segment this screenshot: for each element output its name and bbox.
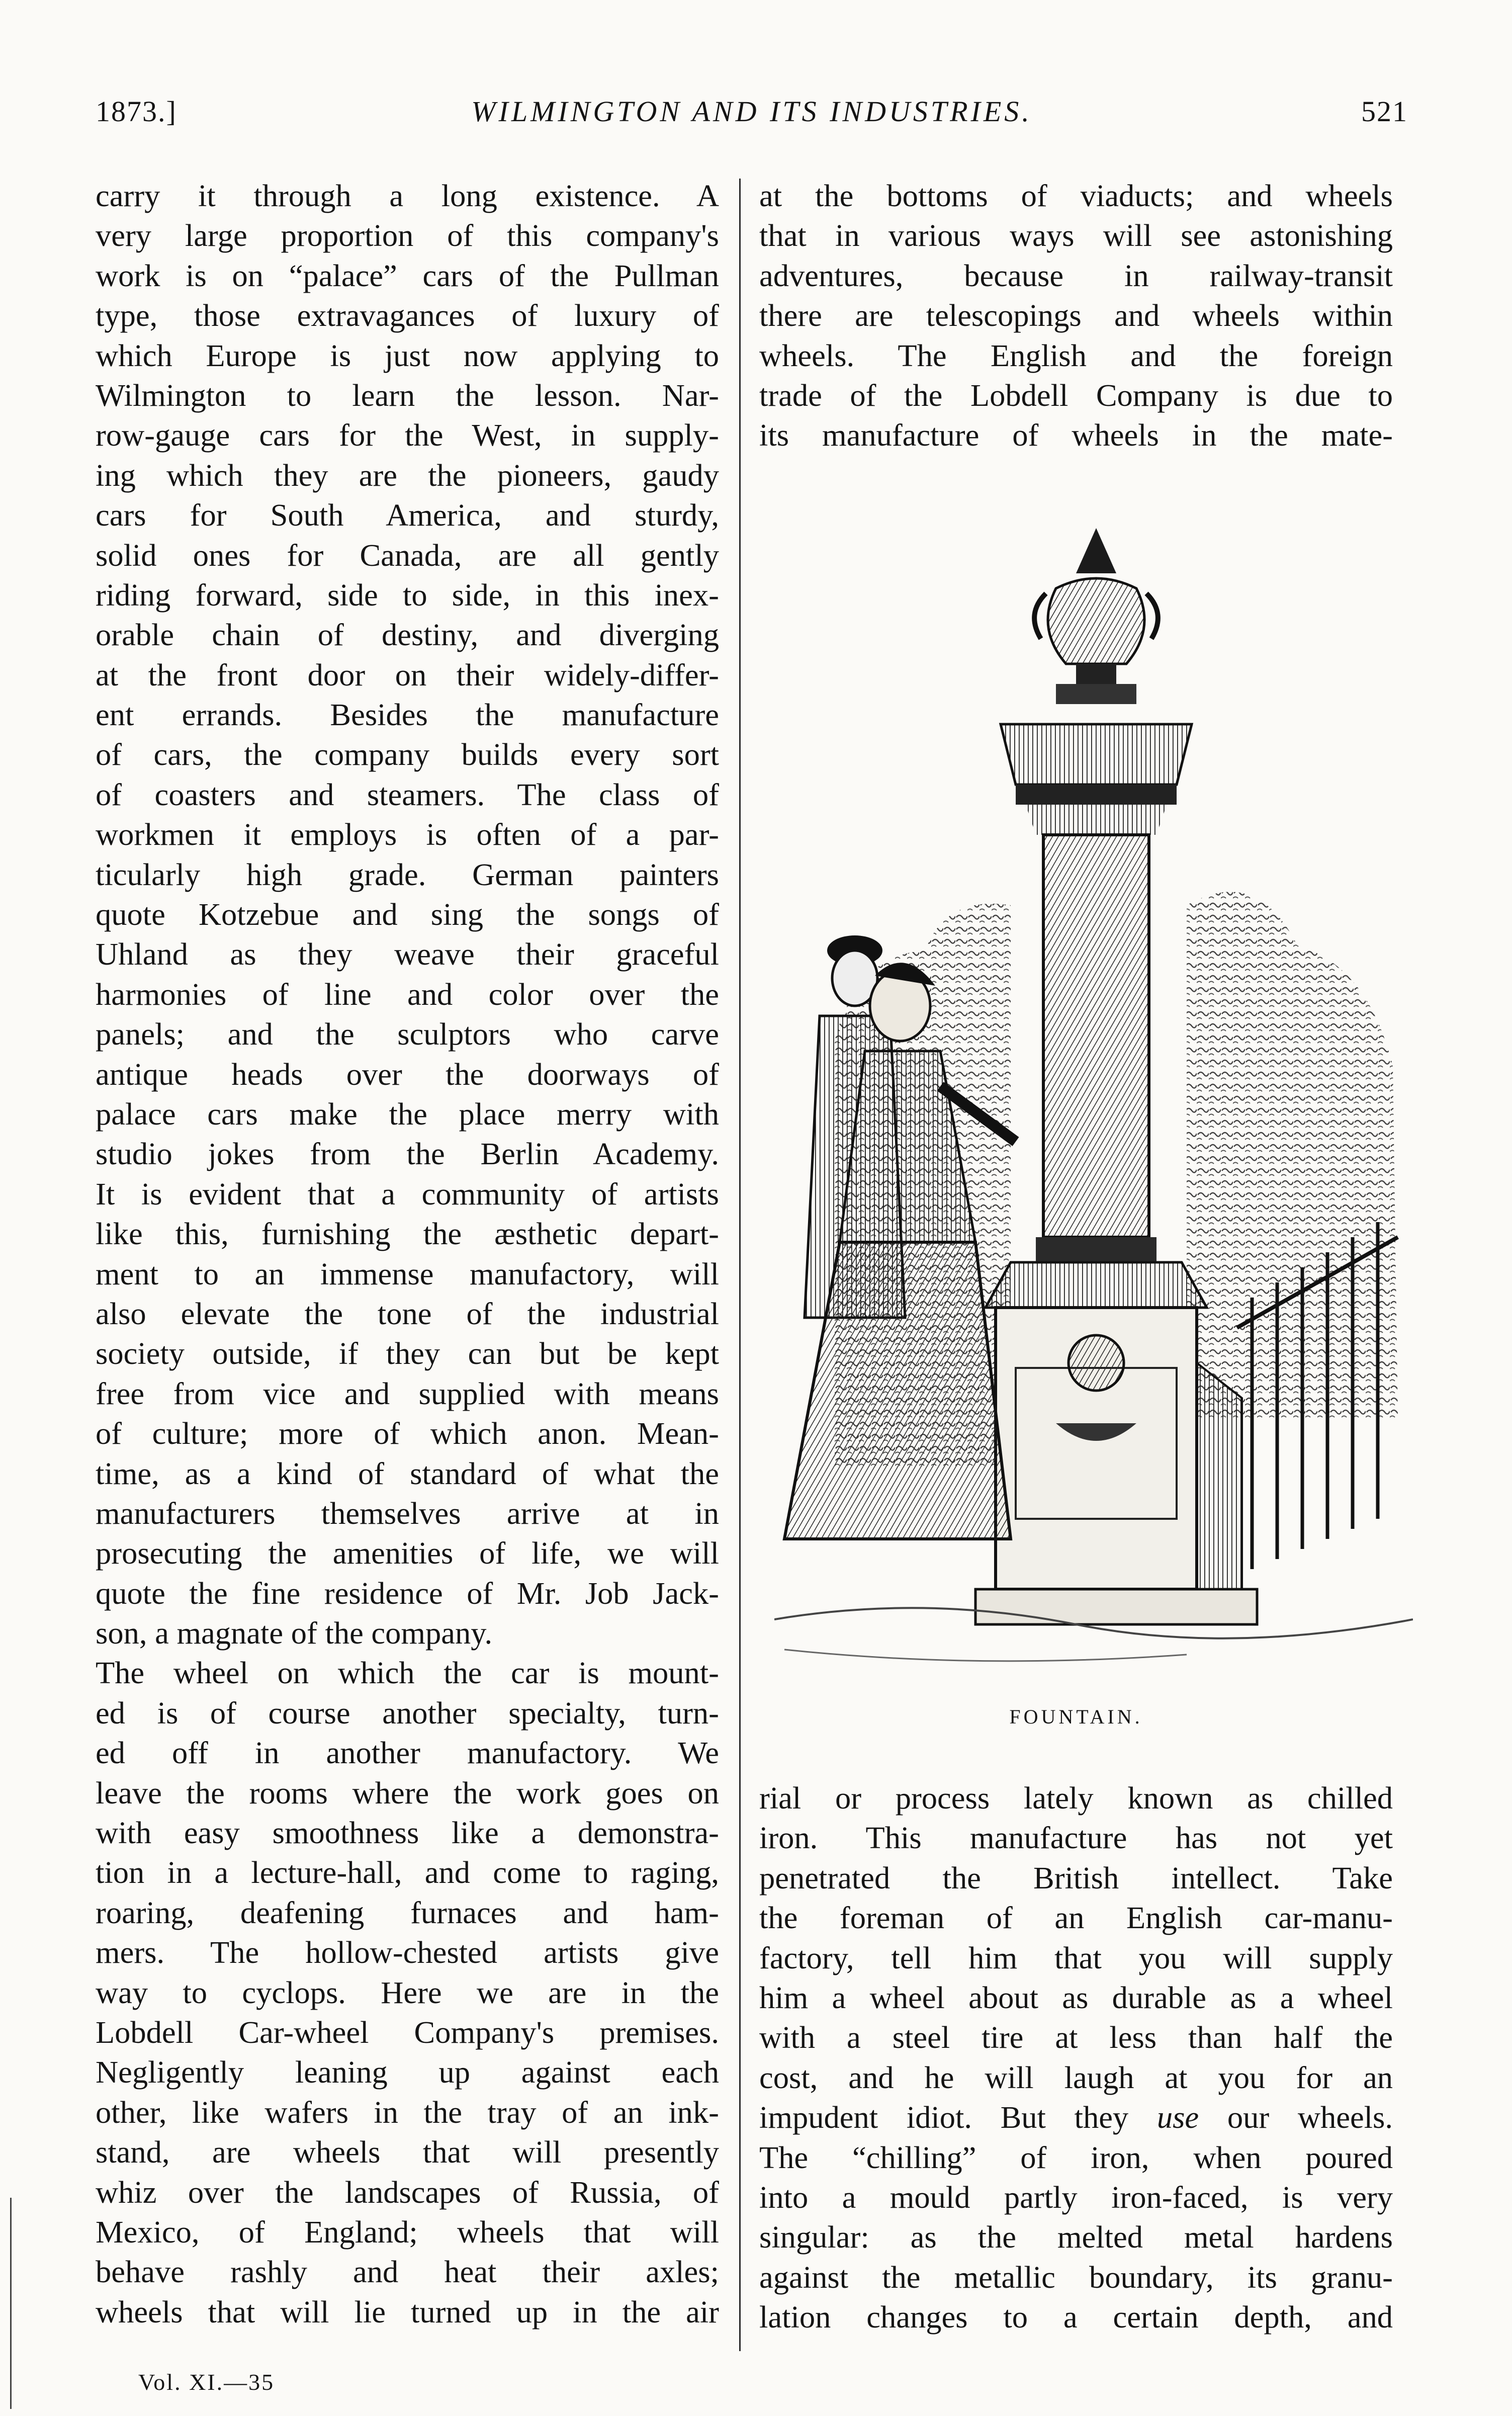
header-year: 1873.] <box>96 95 177 128</box>
text-line: like this, furnishing the æsthetic depart- <box>96 1216 719 1252</box>
text-line: harmonies of line and color over the <box>96 976 719 1012</box>
text-line: behave rashly and heat their axles; <box>96 2254 719 2290</box>
text-line: The “chilling” of iron, when poured <box>759 2139 1393 2175</box>
text-line: at the bottoms of viaducts; and wheels <box>759 178 1393 213</box>
text-line: ment to an immense manufactory, will <box>96 1256 719 1291</box>
text-line: wheels that will lie turned up in the air <box>96 2294 719 2329</box>
text-line: other, like wafers in the tray of an ink- <box>96 2094 719 2130</box>
text-line <box>759 2098 1393 2137</box>
text-line: work is on “palace” cars of the Pullman <box>96 257 719 293</box>
text-line: its manufacture of wheels in the mate- <box>759 417 1393 453</box>
text-line: Lobdell Car-wheel Company's premises. <box>96 2014 719 2050</box>
text-line: Negligently leaning up against each <box>96 2054 719 2090</box>
text-line: workmen it employs is often of a par- <box>96 817 719 852</box>
text-line: mers. The hollow-chested artists give <box>96 1935 719 1970</box>
text-line: lation changes to a certain depth, and <box>759 2299 1393 2335</box>
text-line: rial or process lately known as chilled <box>759 1780 1393 1816</box>
text-line: palace cars make the place merry with <box>96 1096 719 1132</box>
text-line: tion in a lecture-hall, and come to raging, <box>96 1855 719 1890</box>
text-line: singular: as the melted metal hardens <box>759 2219 1393 2255</box>
text-line: that in various ways will see astonishing <box>759 218 1393 253</box>
text-line: Mexico, of England; wheels that will <box>96 2214 719 2250</box>
text-line: It is evident that a community of artists <box>96 1176 719 1212</box>
text-line: prosecuting the amenities of life, we will <box>96 1535 719 1571</box>
text-line: him a wheel about as durable as a wheel <box>759 1979 1393 2015</box>
text-line: Wilmington to learn the lesson. Nar- <box>96 377 719 413</box>
column-divider <box>739 179 741 2351</box>
text-line: riding forward, side to side, in this inex- <box>96 577 719 613</box>
text-line: iron. This manufacture has not yet <box>759 1820 1393 1856</box>
text-line: there are telescopings and wheels within <box>759 298 1393 333</box>
text-line: with easy smoothness like a demonstra- <box>96 1815 719 1851</box>
text-line: ed off in another manufactory. We <box>96 1735 719 1771</box>
text-line: quote the fine residence of Mr. Job Jack- <box>96 1575 719 1611</box>
text-line: of coasters and steamers. The class of <box>96 776 719 812</box>
text-line: of cars, the company builds every sort <box>96 737 719 772</box>
text-line: ent errands. Besides the manufacture <box>96 697 719 733</box>
left-column <box>96 176 719 2332</box>
text-line: stand, are wheels that will presently <box>96 2134 719 2170</box>
text-line: very large proportion of this company's <box>96 218 719 253</box>
text-line: time, as a kind of standard of what the <box>96 1455 719 1491</box>
text-line: row-gauge cars for the West, in supply- <box>96 417 719 453</box>
emphasized-word: use <box>1157 2100 1199 2135</box>
text-line: which Europe is just now applying to <box>96 337 719 373</box>
header-title: WILMINGTON AND ITS INDUSTRIES. <box>471 95 1032 128</box>
text-line: into a mould partly iron-faced, is very <box>759 2179 1393 2215</box>
text-line: studio jokes from the Berlin Academy. <box>96 1136 719 1172</box>
text-line: penetrated the British intellect. Take <box>759 1860 1393 1895</box>
text-line: factory, tell him that you will supply <box>759 1940 1393 1975</box>
text-line: way to cyclops. Here we are in the <box>96 1974 719 2010</box>
text-line: the foreman of an English car-manu- <box>759 1900 1393 1936</box>
margin-mark <box>10 2198 12 2409</box>
text-line: ing which they are the pioneers, gaudy <box>96 457 719 493</box>
text-line: solid ones for Canada, are all gently <box>96 537 719 573</box>
text-line: orable chain of destiny, and diverging <box>96 617 719 653</box>
text-line: of culture; more of which anon. Mean- <box>96 1416 719 1451</box>
text-line: also elevate the tone of the industrial <box>96 1296 719 1331</box>
running-header <box>96 95 1408 135</box>
text-line: trade of the Lobdell Company is due to <box>759 377 1393 413</box>
fountain-engraving <box>774 513 1413 1690</box>
signature-mark: Vol. XI.—35 <box>138 2369 275 2395</box>
text-line: at the front door on their widely-differ- <box>96 657 719 693</box>
page-number: 521 <box>1361 95 1408 128</box>
text-fragment: impudent idiot. But they <box>759 2100 1157 2135</box>
text-line: son, a magnate of the company. <box>96 1615 493 1651</box>
text-line: ed is of course another specialty, turn- <box>96 1695 719 1731</box>
text-fragment: our wheels. <box>1199 2100 1393 2135</box>
text-line: manufacturers themselves arrive at in <box>96 1495 719 1531</box>
right-column-top <box>759 176 1393 456</box>
text-line: free from vice and supplied with means <box>96 1375 719 1411</box>
text-line: with a steel tire at less than half the <box>759 2020 1393 2055</box>
text-line: Uhland as they weave their graceful <box>96 936 719 972</box>
figure-caption: FOUNTAIN. <box>1009 1705 1143 1728</box>
text-line: type, those extravagances of luxury of <box>96 298 719 333</box>
text-line: panels; and the sculptors who carve <box>96 1016 719 1052</box>
text-line: adventures, because in railway-transit <box>759 257 1393 293</box>
text-line: antique heads over the doorways of <box>96 1056 719 1092</box>
text-line: roaring, deafening furnaces and ham- <box>96 1894 719 1930</box>
text-line: quote Kotzebue and sing the songs of <box>96 897 719 932</box>
text-line: carry it through a long existence. A <box>96 178 719 213</box>
right-column-bottom <box>759 1778 1393 2337</box>
text-line: The wheel on which the car is mount- <box>96 1655 719 1691</box>
text-line: leave the rooms where the work goes on <box>96 1775 719 1810</box>
text-line: ticularly high grade. German painters <box>96 856 719 892</box>
fountain-illustration <box>774 513 1413 1690</box>
text-line: society outside, if they can but be kept <box>96 1336 719 1371</box>
text-line: cost, and he will laugh at you for an <box>759 2059 1393 2095</box>
text-line: cars for South America, and sturdy, <box>96 497 719 533</box>
text-line: whiz over the landscapes of Russia, of <box>96 2174 719 2210</box>
text-line: against the metallic boundary, its granu- <box>759 2259 1393 2295</box>
text-line: wheels. The English and the foreign <box>759 337 1393 373</box>
